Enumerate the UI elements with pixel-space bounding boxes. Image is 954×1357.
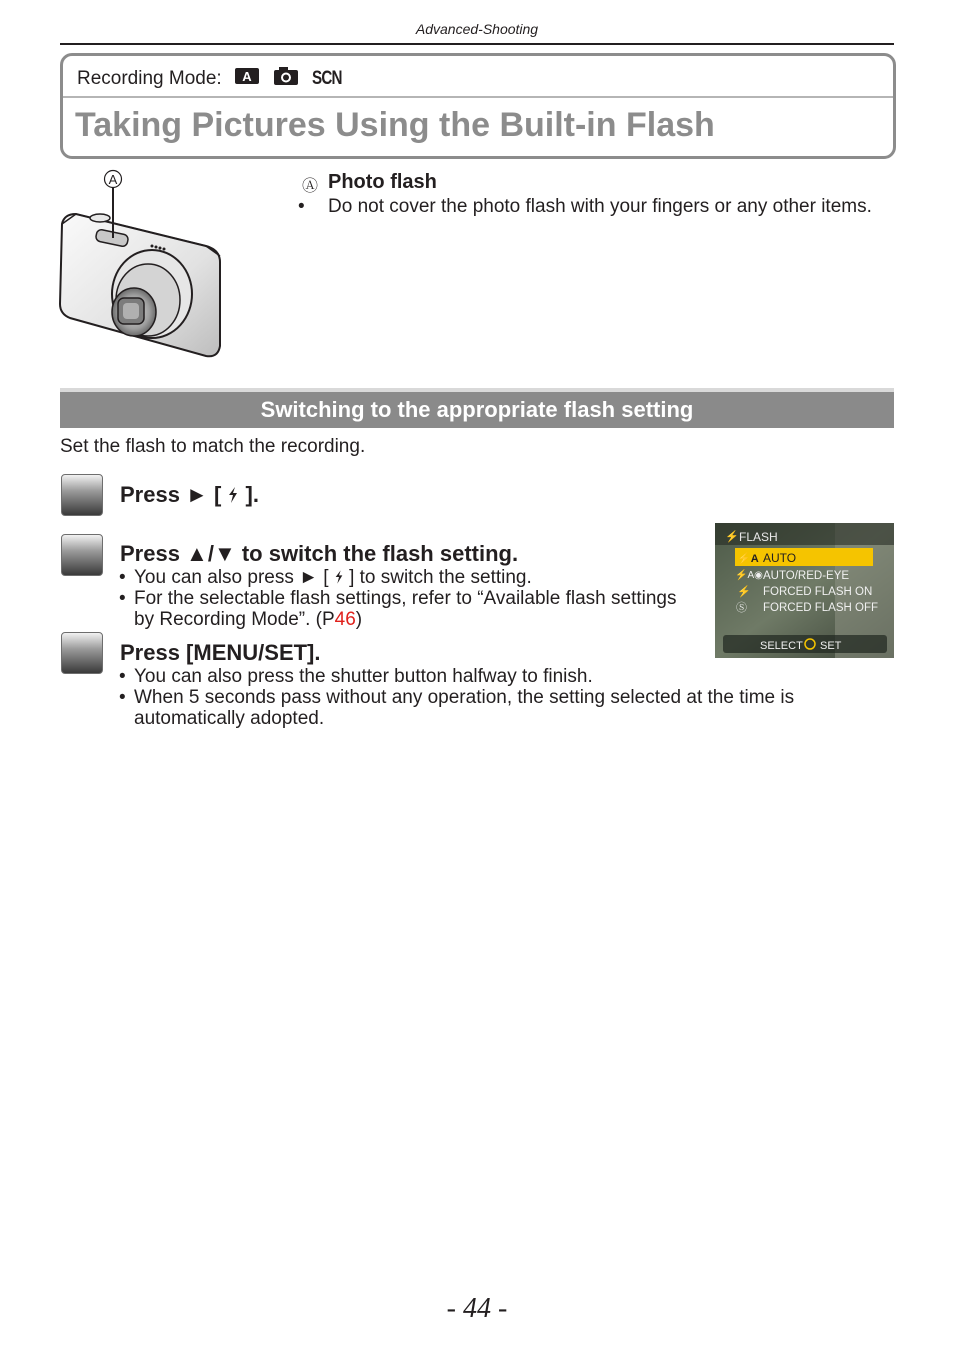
bullet-dot: • <box>119 687 126 708</box>
screen-item-auto-icon: ⚡A <box>737 553 759 565</box>
step-1-title-pre: Press ► [ <box>120 482 222 507</box>
step-2-bullet-2-line2 <box>134 609 362 631</box>
callout-marker: Ⓐ <box>302 178 319 195</box>
camera-icon <box>272 66 300 92</box>
step-3-bullet-2-line2: automatically adopted. <box>134 708 325 729</box>
bullet-dot: • <box>298 196 305 217</box>
bullet-text: ] to switch the setting. <box>349 567 532 588</box>
step-2-title: Press ▲/▼ to switch the flash setting. <box>120 541 519 566</box>
screen-item-forced-off[interactable]: FORCED FLASH OFF <box>763 602 879 614</box>
screen-header: FLASH <box>739 530 778 544</box>
screen-item-auto-red-eye[interactable]: AUTO/RED-EYE <box>763 570 850 582</box>
bullet-text: ) <box>355 609 363 630</box>
screen-item-forced-on-icon: ⚡ <box>737 586 751 598</box>
photo-flash-note: Do not cover the photo flash with your fingers or any other items. <box>328 196 872 217</box>
screen-item-forced-on[interactable]: FORCED FLASH ON <box>763 586 873 598</box>
title-box <box>60 53 896 159</box>
step-2-marker <box>61 534 103 576</box>
flash-icon <box>227 482 239 507</box>
screen-flash-small-icon: ⚡ <box>725 531 739 543</box>
photo-flash-label: Photo flash <box>328 171 437 193</box>
step-1-marker <box>61 474 103 516</box>
page-title: Taking Pictures Using the Built-in Flash <box>75 106 715 144</box>
step-3-bullet-2-line1: When 5 seconds pass without any operation, the setting selected at the time is <box>134 687 795 708</box>
screen-item-forced-off-icon: Ⓢ <box>736 602 747 614</box>
header-rule <box>60 43 894 45</box>
title-divider <box>63 96 893 98</box>
recording-mode-row <box>77 66 349 92</box>
bullet-text: You can also press ► [ <box>134 567 329 588</box>
page-link-46[interactable]: 46 <box>334 609 356 630</box>
screen-item-auto-red-eye-icon: ⚡A◉ <box>735 570 763 581</box>
step-3-bullet-1: You can also press the shutter button halfway to finish. <box>134 666 593 687</box>
flash-icon <box>334 567 344 588</box>
recording-mode-label: Recording Mode: <box>77 68 222 89</box>
camera-screen <box>715 523 894 658</box>
step-1-title <box>120 482 259 508</box>
intelligent-auto-letter: A <box>242 69 252 84</box>
page-number: - 44 - <box>446 1293 508 1324</box>
section-label: Advanced-Shooting <box>415 21 539 37</box>
step-1-title-post: ]. <box>245 482 259 507</box>
step-2-bullet-2-line1: For the selectable flash settings, refer to “Available flash settings <box>134 588 677 609</box>
screen-footer-select: SELECT <box>760 640 803 652</box>
bullet-dot: • <box>119 666 126 687</box>
camera-illustration <box>56 166 226 362</box>
intro-text: Set the flash to match the recording. <box>60 436 366 457</box>
bullet-text: by Recording Mode”. (P <box>134 609 335 630</box>
step-3-title: Press [MENU/SET]. <box>120 640 321 665</box>
callout-letter: A <box>108 172 118 187</box>
subsection-heading: Switching to the appropriate flash setting <box>60 392 894 428</box>
screen-item-auto[interactable]: AUTO <box>763 551 797 565</box>
step-2-bullet-1 <box>134 567 532 589</box>
scn-icon: SCN <box>311 68 342 89</box>
step-3-marker <box>61 632 103 674</box>
intelligent-auto-icon <box>234 66 260 92</box>
bullet-dot: • <box>119 567 126 588</box>
screen-footer-set: SET <box>820 640 842 652</box>
bullet-dot: • <box>119 588 126 609</box>
